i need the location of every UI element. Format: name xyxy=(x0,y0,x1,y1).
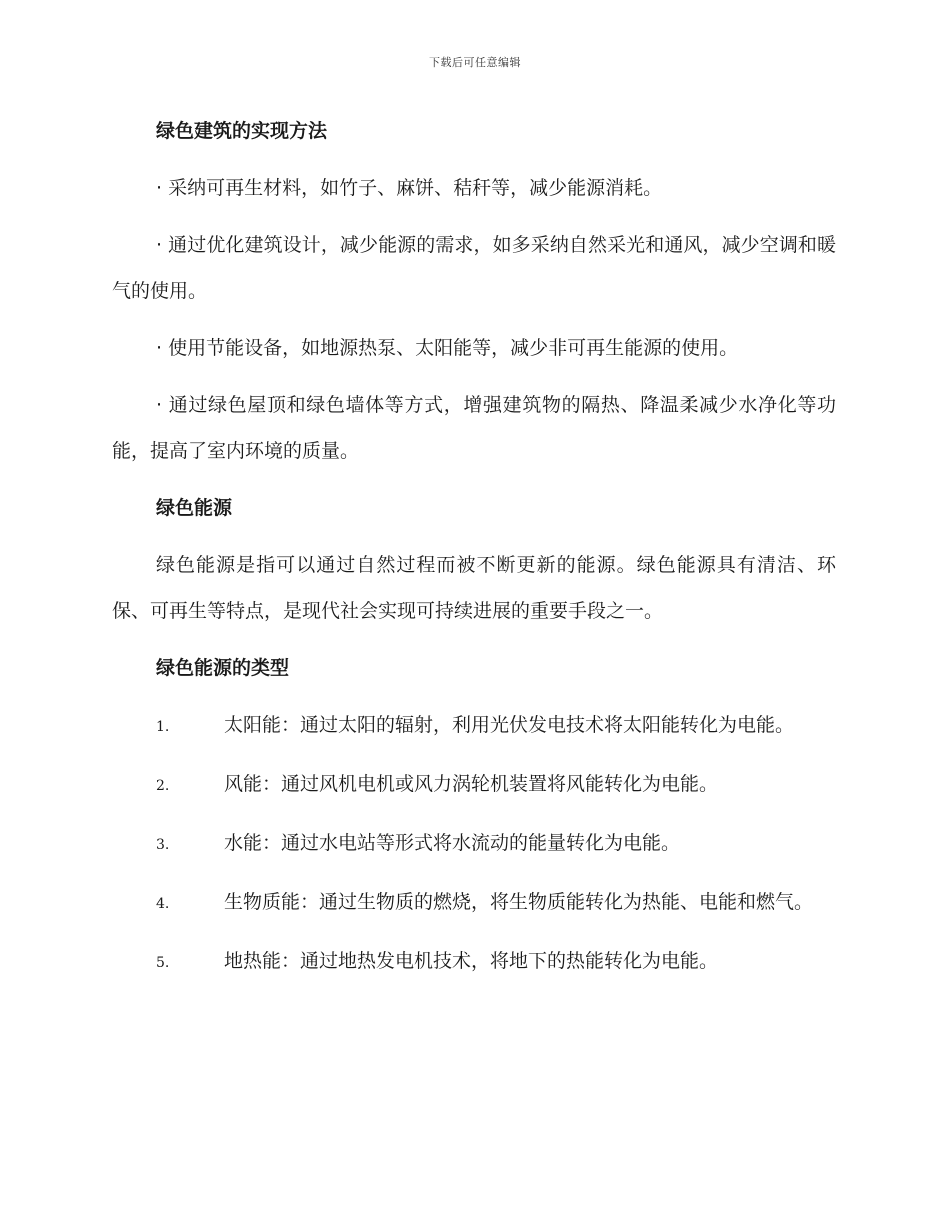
section-heading-green-energy-types: 绿色能源的类型 xyxy=(156,657,290,679)
list-item-number: 4. xyxy=(156,896,170,912)
list-item-text: 生物质能：通过生物质的燃烧，将生物质能转化为热能、电能和燃气。 xyxy=(224,891,814,913)
list-item-number: 3. xyxy=(156,837,170,853)
list-item-text: 风能：通过风机电机或风力涡轮机装置将风能转化为电能。 xyxy=(224,773,719,795)
list-item-text: 水能：通过水电站等形式将水流动的能量转化为电能。 xyxy=(224,832,681,854)
list-item xyxy=(112,820,836,868)
list-item xyxy=(112,879,836,927)
list-item-text: 太阳能：通过太阳的辐射，利用光伏发电技术将太阳能转化为电能。 xyxy=(224,714,795,736)
page-header: 下载后可任意编辑 xyxy=(429,56,521,69)
list-item-number: 5. xyxy=(156,955,170,971)
paragraph: · 通过绿色屋顶和绿色墙体等方式，增强建筑物的隔热、降温柔减少水净化等功能，提高了室内环境的质量。 xyxy=(112,394,836,462)
section-heading-green-energy: 绿色能源 xyxy=(156,497,233,519)
list-item-number: 2. xyxy=(156,778,170,794)
paragraph: · 使用节能设备，如地源热泵、太阳能等，减少非可再生能源的使用。 xyxy=(156,337,739,359)
section-heading-green-building-methods: 绿色建筑的实现方法 xyxy=(156,120,328,142)
list-item xyxy=(112,761,836,809)
paragraph: 绿色能源是指可以通过自然过程而被不断更新的能源。绿色能源具有清洁、环保、可再生等特点，是现代社会实现可持续进展的重要手段之一。 xyxy=(112,554,836,622)
list-item-text: 地热能：通过地热发电机技术，将地下的热能转化为电能。 xyxy=(224,950,719,972)
paragraph: · 采纳可再生材料，如竹子、麻饼、秸秆等，减少能源消耗。 xyxy=(156,177,663,199)
document-body xyxy=(112,108,836,997)
list-item xyxy=(112,702,836,750)
list-item-number: 1. xyxy=(156,719,170,735)
paragraph: · 通过优化建筑设计，减少能源的需求，如多采纳自然采光和通风，减少空调和暖气的使用。 xyxy=(112,234,836,302)
list-item xyxy=(112,938,836,986)
